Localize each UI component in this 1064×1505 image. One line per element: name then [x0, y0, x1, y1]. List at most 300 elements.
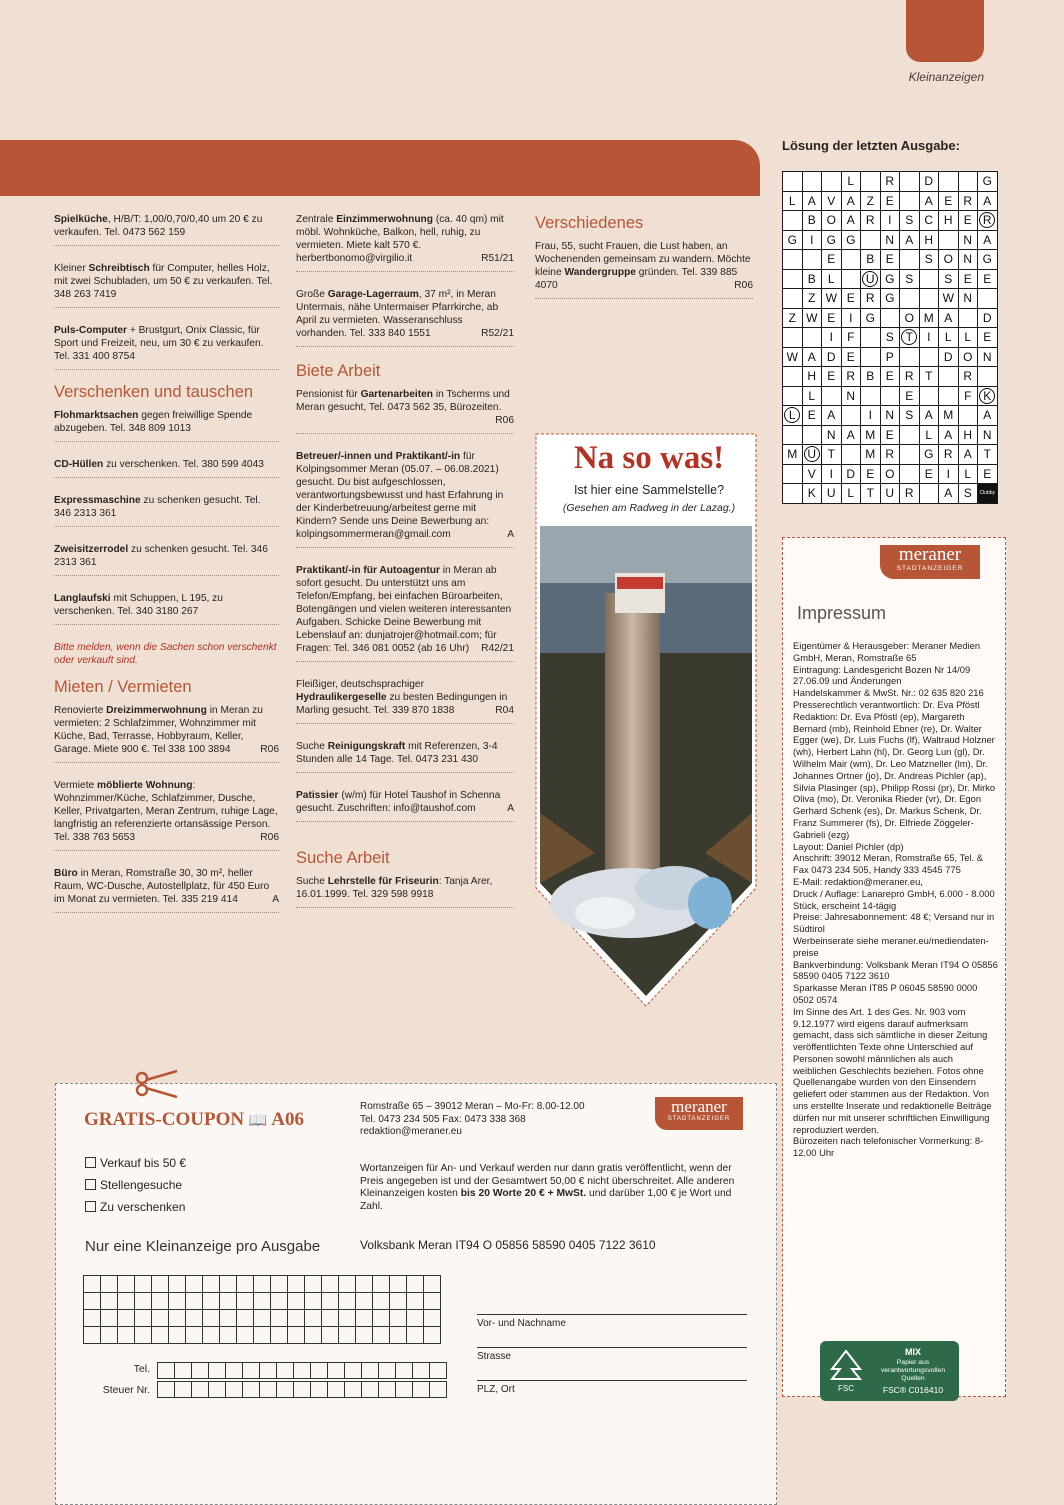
grid-cell[interactable]: [135, 1310, 152, 1327]
grid-cell[interactable]: [339, 1310, 356, 1327]
crossword-cell: G: [822, 230, 842, 250]
crossword-cell: B: [802, 269, 822, 289]
grid-cell[interactable]: [254, 1276, 271, 1293]
grid-cell[interactable]: [226, 1382, 243, 1398]
crossword-cell: [900, 445, 920, 465]
ad-code: R51/21: [481, 253, 514, 264]
crossword-cell: E: [802, 406, 822, 426]
crossword-cell: [841, 406, 861, 426]
crossword-row: [783, 250, 998, 270]
crossword-cell: R: [861, 211, 881, 231]
crossword-cell: [900, 289, 920, 309]
grid-cell[interactable]: [345, 1363, 362, 1379]
crossword-cell: W: [802, 308, 822, 328]
grid-cell[interactable]: [237, 1310, 254, 1327]
crossword-cell: [861, 172, 881, 192]
grid-cell[interactable]: [254, 1327, 271, 1344]
grid-cell[interactable]: [356, 1276, 373, 1293]
crossword-cell: H: [939, 211, 959, 231]
grid-cell[interactable]: [260, 1382, 277, 1398]
category-heading: Verschenken und tauschen: [54, 383, 254, 401]
crossword-cell: P: [880, 347, 900, 367]
grid-cell[interactable]: [356, 1293, 373, 1310]
grid-cell[interactable]: [84, 1276, 101, 1293]
crossword-cell: W: [783, 347, 803, 367]
crossword-cell: L: [841, 484, 861, 504]
checkbox-box[interactable]: [85, 1179, 96, 1190]
crossword-cell: L: [919, 425, 939, 445]
logo-main: meraner: [671, 1097, 727, 1116]
crossword-cell: [783, 386, 803, 406]
crossword-cell: E: [880, 367, 900, 387]
checkbox-verkauf[interactable]: [85, 1156, 186, 1170]
grid-cell[interactable]: [390, 1276, 407, 1293]
grid-cell[interactable]: [158, 1382, 175, 1398]
crossword-cell: [939, 386, 959, 406]
crossword-cell: H: [919, 230, 939, 250]
crossword-row: [783, 425, 998, 445]
ad-prefix: Frau, 55, sucht Frauen, die Lust haben, an Wochenenden gemeinsam zu wandern. Möchte kleine: [535, 241, 751, 278]
crossword-cell: [822, 172, 842, 192]
crossword-cell: E: [880, 250, 900, 270]
checkbox-label: Zu verschenken: [100, 1200, 186, 1214]
crossword-cell: I: [861, 406, 881, 426]
crossword-cell: R: [958, 191, 978, 211]
grid-cell[interactable]: [254, 1293, 271, 1310]
grid-cell[interactable]: [220, 1293, 237, 1310]
crossword-cell: S: [900, 406, 920, 426]
fsc-mix: MIX: [904, 1347, 921, 1357]
crossword-cell: R: [880, 172, 900, 192]
grid-cell[interactable]: [424, 1327, 441, 1344]
grid-cell[interactable]: [277, 1363, 294, 1379]
grid-cell[interactable]: [209, 1363, 226, 1379]
grid-cell[interactable]: [407, 1293, 424, 1310]
crossword-cell: S: [900, 211, 920, 231]
crossword-row: [783, 308, 998, 328]
ad-keyword: Gartenarbeiten: [360, 389, 434, 400]
crossword-cell: V: [802, 464, 822, 484]
grid-cell[interactable]: [339, 1293, 356, 1310]
crossword-cell: N: [880, 406, 900, 426]
grid-cell[interactable]: [220, 1310, 237, 1327]
tax-field[interactable]: [157, 1381, 447, 1398]
grid-cell[interactable]: [203, 1310, 220, 1327]
crossword-cell: R: [861, 289, 881, 309]
ad-text: + Brustgurt, Onix Classic, für Sport und Freizeit, neu, um 30 € zu verkaufen. Tel. 331 400 8754: [54, 325, 264, 362]
crossword-cell: W: [822, 289, 842, 309]
feature-photo: [540, 526, 752, 996]
crossword-cell: [841, 445, 861, 465]
grid-cell[interactable]: [339, 1276, 356, 1293]
grid-cell[interactable]: [413, 1363, 430, 1379]
grid-cell[interactable]: [407, 1327, 424, 1344]
grid-cell[interactable]: [288, 1327, 305, 1344]
crossword-cell: M: [939, 406, 959, 426]
grid-cell[interactable]: [152, 1327, 169, 1344]
crossword-row: [783, 484, 998, 504]
grid-cell[interactable]: [407, 1310, 424, 1327]
crossword-cell: [880, 308, 900, 328]
name-field[interactable]: [477, 1314, 747, 1329]
grid-cell[interactable]: [186, 1310, 203, 1327]
grid-cell[interactable]: [294, 1382, 311, 1398]
crossword-cell: A: [939, 484, 959, 504]
crossword-cell: I: [822, 328, 842, 348]
grid-cell[interactable]: [328, 1382, 345, 1398]
grid-cell[interactable]: [322, 1293, 339, 1310]
crossword-cell: T: [919, 367, 939, 387]
column-1: [54, 213, 279, 929]
crossword-cell: V: [822, 191, 842, 211]
grid-cell[interactable]: [192, 1363, 209, 1379]
grid-cell[interactable]: [271, 1327, 288, 1344]
grid-cell[interactable]: [260, 1363, 277, 1379]
grid-cell[interactable]: [328, 1363, 345, 1379]
grid-cell[interactable]: [430, 1382, 447, 1398]
coupon-desc-bold: bis 20 Worte 20 € + MwSt.: [460, 1188, 587, 1199]
grid-cell[interactable]: [84, 1327, 101, 1344]
crossword-cell: D: [841, 464, 861, 484]
grid-cell[interactable]: [169, 1293, 186, 1310]
grid-cell[interactable]: [220, 1276, 237, 1293]
checkbox-stellengesuche[interactable]: [85, 1178, 182, 1192]
grid-cell[interactable]: [322, 1327, 339, 1344]
fsc-code: FSC® C016410: [882, 1385, 944, 1395]
checkbox-verschenken[interactable]: [85, 1200, 185, 1214]
grid-cell[interactable]: [118, 1276, 135, 1293]
grid-cell[interactable]: [118, 1327, 135, 1344]
grid-cell[interactable]: [362, 1363, 379, 1379]
ad-code: R06: [260, 832, 279, 843]
grid-cell[interactable]: [152, 1293, 169, 1310]
crossword-cell: M: [919, 308, 939, 328]
grid-cell[interactable]: [237, 1276, 254, 1293]
grid-cell[interactable]: [424, 1276, 441, 1293]
crossword-cell: T: [978, 445, 998, 465]
crossword-cell: L: [939, 328, 959, 348]
ad-keyword: Einzimmerwohnung: [336, 214, 433, 225]
ad-text: : Tanja Arer, 16.01.1999. Tel. 329 598 9918: [296, 876, 493, 900]
grid-cell[interactable]: [243, 1382, 260, 1398]
grid-cell[interactable]: [379, 1363, 396, 1379]
grid-cell[interactable]: [311, 1363, 328, 1379]
crossword-cell: [783, 289, 803, 309]
grid-cell[interactable]: [158, 1363, 175, 1379]
ad-text: in Meran ab sofort gesucht. Du unterstützt uns am Telefon/Empfang, bei einfachen Büroarbeiten, Botengängen und vielen weiteren interessanten Aufgaben. Schicke Deine Bewerbung mit Lebenslauf an: dunjatrojer@hotmail.com; für Fragen: Tel. 346 081 0052 (ab 16 Uhr): [296, 565, 512, 654]
coupon-address: Romstraße 65 – 39012 Meran – Mo-Fr: 8.00-12.00: [360, 1101, 585, 1112]
tel-field[interactable]: [157, 1362, 447, 1379]
crossword-cell: S: [958, 484, 978, 504]
grid-cell[interactable]: [192, 1382, 209, 1398]
ad-code: R06: [260, 744, 279, 755]
crossword-cell: [783, 211, 803, 231]
crossword-cell: M: [861, 445, 881, 465]
checkbox-box[interactable]: [85, 1157, 96, 1168]
grid-cell[interactable]: [288, 1293, 305, 1310]
grid-cell[interactable]: [169, 1310, 186, 1327]
grid-cell[interactable]: [345, 1382, 362, 1398]
grid-cell[interactable]: [237, 1327, 254, 1344]
grid-cell[interactable]: [226, 1363, 243, 1379]
crossword-cell: E: [861, 464, 881, 484]
ad-keyword: Lehrstelle für Friseurin: [327, 876, 439, 887]
crossword-cell: [802, 425, 822, 445]
city-field[interactable]: [477, 1380, 747, 1395]
ad-text: , 37 m², in Meran Untermais, nähe Untermaiser Pfarrkirche, ab April zu vermieten. Wasseranschluss vorhanden. Tel. 333 840 1551: [296, 289, 499, 339]
grid-cell[interactable]: [271, 1276, 288, 1293]
crossword-cell: A: [802, 347, 822, 367]
crossword-cell: G: [978, 172, 998, 192]
category-heading: Verschiedenes: [535, 214, 644, 232]
crossword-cell: B: [861, 250, 881, 270]
crossword-cell: [861, 386, 881, 406]
grid-cell[interactable]: [175, 1363, 192, 1379]
crossword-cell: [783, 425, 803, 445]
crossword-cell: Z: [861, 191, 881, 211]
grid-cell[interactable]: [396, 1382, 413, 1398]
ad-code: R42/21: [481, 643, 514, 654]
logo-main: meraner: [898, 544, 962, 565]
grid-cell[interactable]: [101, 1310, 118, 1327]
crossword-cell: [900, 191, 920, 211]
grid-cell[interactable]: [288, 1276, 305, 1293]
grid-cell[interactable]: [424, 1310, 441, 1327]
grid-cell[interactable]: [379, 1382, 396, 1398]
crossword-cell: Z: [802, 289, 822, 309]
grid-cell[interactable]: [237, 1293, 254, 1310]
grid-cell[interactable]: [356, 1327, 373, 1344]
checkbox-box[interactable]: [85, 1201, 96, 1212]
crossword-cell: H: [802, 367, 822, 387]
grid-cell[interactable]: [305, 1327, 322, 1344]
grid-cell[interactable]: [305, 1310, 322, 1327]
feature-subtitle: Ist hier eine Sammelstelle?: [573, 483, 725, 497]
crossword-cell: E: [919, 464, 939, 484]
crossword-cell: [783, 484, 803, 504]
crossword-cell: H: [958, 425, 978, 445]
street-label: Strasse: [477, 1351, 511, 1362]
ad-text: gegen freiwillige Spende abzugeben. Tel. 348 809 1013: [54, 410, 253, 434]
grid-cell[interactable]: [152, 1310, 169, 1327]
grid-cell[interactable]: [390, 1293, 407, 1310]
crossword-cell: L: [822, 269, 842, 289]
crossword-cell: N: [958, 289, 978, 309]
classified-ad: [54, 409, 279, 442]
crossword-row: [783, 191, 998, 211]
crossword-cell: E: [900, 386, 920, 406]
grid-cell[interactable]: [322, 1310, 339, 1327]
crossword-cell: E: [958, 269, 978, 289]
crossword-cell: F: [958, 386, 978, 406]
grid-cell[interactable]: [175, 1382, 192, 1398]
grid-cell[interactable]: [271, 1293, 288, 1310]
crossword-cell: E: [841, 347, 861, 367]
crossword-cell: T: [822, 445, 842, 465]
classified-ad: [54, 494, 279, 527]
grid-cell[interactable]: [209, 1382, 226, 1398]
impressum-body: Eigentümer & Herausgeber: Meraner Medien GmbH, Meran, Romstraße 65 Eintragung: Landesgericht Bozen Nr 14/09 27.06.09 und Änderungen Handelskammer & MwSt. Nr.: 02 635 820 216 Presserechtlich verantwortlich: Dr. Eva Pföstl Redaktion: Dr. Eva Pföstl (ep), Margareth Bernard (mb), Reinhold Ebner (re), Dr. Walter Egger (we), Dr. Luis Fuchs (lf), Waltraud Holzner (wh), Herbert Lahn (hl), Dr. Georg Lun (gl), Dr. Wilhelm Mair (wm), Dr. Leo Matzneller (lm), Dr. Johannes Ortner (jo), Dr. Andreas Pichler (ap), Silvia Plasinger (sp), Philipp Rossi (pr), Dr. Mirko Oliva (mo), Dr. Veronika Rieder (vr), Dr. Egon Gerhard Schenk (es), Dr. Markus Schenk, Dr. Franz Summerer (fs), Dr. Elfriede Zöggeler-Gabrieli (ezg) Layout: Daniel Pichler (dp) Anschrift: 39012 Meran, Romstraße 65, Tel. & Fax 0473 234 505, Handy 333 4545 775 E-Mail: redaktion@meraner.eu, Druck / Auflage: Lanarepro GmbH, 6.000 - 8.000 Stück, erscheint 14-tägig Preise: Jahresabonnement: 48 €; Versand nur in Südtirol Werbeinserate siehe meraner.eu/mediendaten-preise Bankverbindung: Volksbank Meran IT94 O 05856 58590 0405 7122 3610 Sparkasse Meran IT85 P 06045 58590 0000 0502 0574 Im Sinne des Art. 1 des Ges. Nr. 903 vom 9.12.1977 wird eigens darauf aufmerksam gemacht, dass sich sämtliche in dieser Zeitung veröffentlichten Texte ohne Unterschied auf Personen sowohl männlichen als auch weiblichen Geschlechts beziehen. Fotos ohne Quellenangabe wurden von den Einsendern geliefert oder stammen aus der Redaktion. Von uns erstellte Inserate und redaktionelle Beiträge dürfen nur mit unserer schriftlichen Einwilligung reproduziert werden. Bürozeiten nach telefonischer Vormerkung: 8-12.00 Uhr: [793, 640, 998, 1159]
crossword-cell: N: [958, 230, 978, 250]
corner-tab: [906, 0, 984, 62]
classified-ad: [54, 213, 279, 246]
grid-cell[interactable]: [305, 1276, 322, 1293]
grid-cell[interactable]: [135, 1293, 152, 1310]
crossword-cell: N: [880, 230, 900, 250]
impressum-logo: [880, 545, 980, 579]
ad-keyword: möblierte Wohnung: [97, 780, 193, 791]
ad-keyword: Dreizimmerwohnung: [106, 705, 207, 716]
crossword-cell: I: [880, 211, 900, 231]
crossword-cell: T: [861, 484, 881, 504]
crossword-cell: N: [978, 347, 998, 367]
grid-cell[interactable]: [152, 1276, 169, 1293]
ad-keyword: Expressmaschine: [54, 495, 141, 506]
ad-prefix: Fleißiger, deutschsprachiger: [296, 679, 424, 690]
grid-cell[interactable]: [135, 1276, 152, 1293]
crossword-cell: D: [919, 172, 939, 192]
feature-caption: (Gesehen am Radweg in der Lazag.): [562, 502, 736, 514]
ad-keyword: Flohmarktsachen: [54, 410, 139, 421]
grid-cell[interactable]: [243, 1363, 260, 1379]
city-label: PLZ, Ort: [477, 1384, 515, 1395]
crossword-cell: [822, 386, 842, 406]
street-field[interactable]: [477, 1347, 747, 1362]
crossword-cell: Z: [783, 308, 803, 328]
crossword-cell: [900, 328, 920, 348]
grid-cell[interactable]: [288, 1310, 305, 1327]
fsc-tree-icon: [826, 1347, 866, 1395]
ad-prefix: Suche: [296, 876, 328, 887]
column-3: [535, 213, 753, 315]
grid-cell[interactable]: [101, 1276, 118, 1293]
grid-cell[interactable]: [413, 1382, 430, 1398]
crossword-cell: G: [919, 445, 939, 465]
crossword-cell: [841, 250, 861, 270]
grid-cell[interactable]: [373, 1276, 390, 1293]
grid-cell[interactable]: [356, 1310, 373, 1327]
ad-prefix: Kleiner: [54, 263, 89, 274]
fsc-logo-text: FSC: [838, 1384, 854, 1393]
grid-cell[interactable]: [169, 1276, 186, 1293]
crossword-title: Lösung der letzten Ausgabe:: [782, 138, 960, 153]
crossword-cell: O: [900, 308, 920, 328]
crossword-cell: E: [958, 211, 978, 231]
classified-ad: [535, 240, 753, 299]
grid-cell[interactable]: [305, 1293, 322, 1310]
grid-cell[interactable]: [390, 1310, 407, 1327]
crossword-cell: [919, 484, 939, 504]
classified-ad: [296, 875, 514, 908]
grid-cell[interactable]: [118, 1293, 135, 1310]
crossword-cell: E: [978, 328, 998, 348]
ad-keyword: Wandergruppe: [564, 267, 636, 278]
grid-cell[interactable]: [203, 1276, 220, 1293]
crossword-row: [783, 211, 998, 231]
crossword-cell: [783, 269, 803, 289]
grid-cell[interactable]: [220, 1327, 237, 1344]
grid-cell[interactable]: [254, 1310, 271, 1327]
checkbox-label: Stellengesuche: [100, 1178, 183, 1192]
grid-cell[interactable]: [186, 1276, 203, 1293]
grid-cell[interactable]: [390, 1327, 407, 1344]
crossword-cell: A: [978, 406, 998, 426]
grid-cell[interactable]: [101, 1327, 118, 1344]
grid-cell[interactable]: [203, 1293, 220, 1310]
grid-cell[interactable]: [271, 1310, 288, 1327]
grid-cell[interactable]: [339, 1327, 356, 1344]
classified-ad: [54, 543, 279, 576]
grid-cell[interactable]: [373, 1293, 390, 1310]
classified-ad: [296, 564, 514, 662]
ad-prefix: Renovierte: [54, 705, 107, 716]
crossword-cell: [783, 172, 803, 192]
crossword-cell: S: [939, 269, 959, 289]
crossword-cell: [958, 308, 978, 328]
logo-sub: STADTANZEIGER: [896, 565, 964, 572]
grid-cell[interactable]: [373, 1327, 390, 1344]
grid-cell[interactable]: [84, 1293, 101, 1310]
crossword-cell: I: [939, 464, 959, 484]
crossword-cell: [861, 328, 881, 348]
crossword-cell: [978, 386, 998, 406]
crossword-cell: O: [822, 211, 842, 231]
crossword-cell: U: [880, 484, 900, 504]
section-label: Kleinanzeigen: [908, 70, 984, 84]
crossword-cell: S: [900, 269, 920, 289]
crossword-cell: [783, 406, 803, 426]
grid-cell[interactable]: [203, 1327, 220, 1344]
crossword-cell: D: [939, 347, 959, 367]
grid-cell[interactable]: [362, 1382, 379, 1398]
classified-ad: [296, 450, 514, 548]
coupon-phone: Tel. 0473 234 505 Fax: 0473 338 368: [360, 1113, 526, 1125]
ad-text-grid[interactable]: [83, 1275, 441, 1344]
crossword-row: [783, 328, 998, 348]
grid-cell[interactable]: [424, 1293, 441, 1310]
grid-cell[interactable]: [186, 1293, 203, 1310]
grid-cell[interactable]: [396, 1363, 413, 1379]
grid-cell[interactable]: [169, 1327, 186, 1344]
crossword-cell: [919, 269, 939, 289]
impressum-title: Impressum: [797, 603, 887, 623]
grid-cell[interactable]: [84, 1310, 101, 1327]
grid-cell[interactable]: [407, 1276, 424, 1293]
grid-cell[interactable]: [322, 1276, 339, 1293]
grid-cell[interactable]: [430, 1363, 447, 1379]
crossword-cell: [919, 386, 939, 406]
grid-cell[interactable]: [118, 1310, 135, 1327]
ad-keyword: Büro: [54, 868, 78, 879]
grid-cell[interactable]: [277, 1382, 294, 1398]
category-heading: Suche Arbeit: [296, 849, 390, 867]
grid-cell[interactable]: [373, 1310, 390, 1327]
grid-cell[interactable]: [135, 1327, 152, 1344]
grid-cell[interactable]: [101, 1293, 118, 1310]
grid-cell[interactable]: [186, 1327, 203, 1344]
circled-letter: R: [979, 212, 995, 228]
grid-cell[interactable]: [294, 1363, 311, 1379]
ad-text: : Wohnzimmer/Küche, Schlafzimmer, Dusche, Keller, Privatgarten, Meran Zentrum, ruhige Lage, langfristig an referenzierte ortansässige Person. Tel. 338 763 5653: [54, 780, 278, 843]
crossword-cell: [861, 230, 881, 250]
crossword-cell: [841, 269, 861, 289]
crossword-cell: A: [822, 406, 842, 426]
crossword-cell: E: [841, 289, 861, 309]
grid-cell[interactable]: [311, 1382, 328, 1398]
ad-prefix: Große: [296, 289, 328, 300]
classified-ad: [54, 592, 279, 625]
ad-keyword: Praktikant/-in für Autoagentur: [296, 565, 440, 576]
